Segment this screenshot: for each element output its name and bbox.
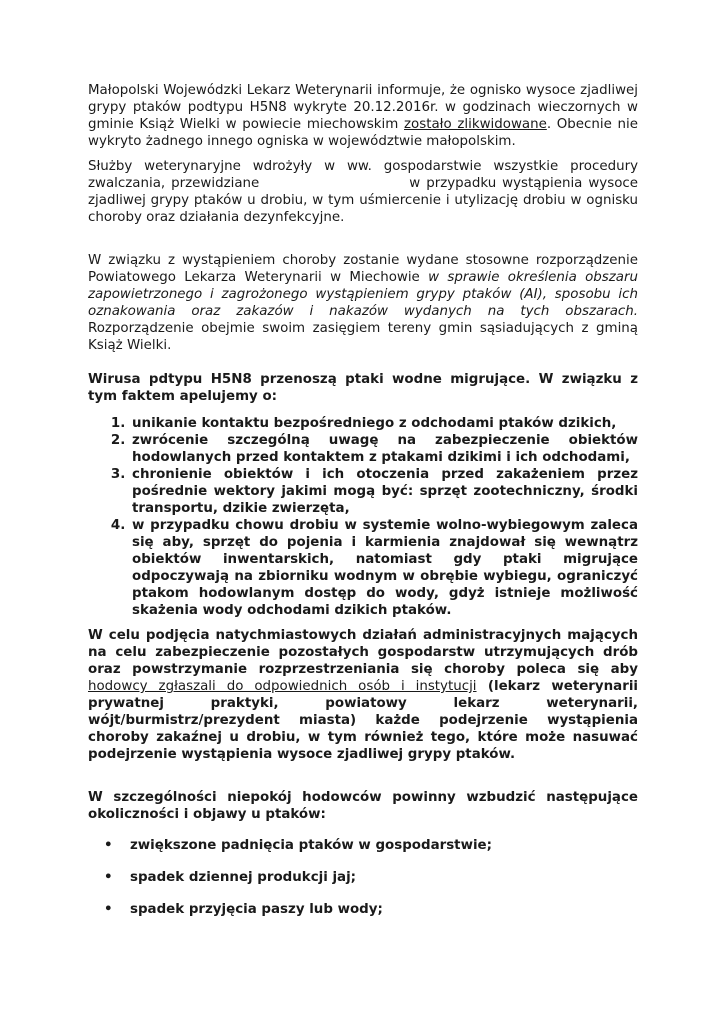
text-segment: Małopolski Wojewódzki Lekarz Weterynarii informuje, że ognisko wysoce zjadliwej grypy ptaków podtypu H5N8 wykryte 20.12.2016r. w godzinach wieczornych w gminie Książ Wielki w powiecie miechowskim: [88, 83, 638, 132]
paragraph-reporting: [88, 627, 638, 763]
paragraph-symptoms-intro: W szczególności niepokój hodowców powinny wzbudzić następujące okoliczności i objawy u ptaków:: [88, 790, 638, 822]
text-segment: W celu podjęcia natychmiastowych działań administracyjnych mających na celu zabezpieczenie pozostałych gospodarstw utrzymujących drób oraz powstrzymanie rozprzestrzeniania się choroby poleca się aby: [88, 628, 638, 677]
text-segment: w przypadku wystąpienia wysoce zjadliwej grypy ptaków u drobiu, w tym uśmiercenie i utylizację drobiu w ognisku choroby oraz działania dezynfekcyjne.: [88, 176, 638, 225]
paragraph-outbreak-info: [88, 82, 638, 150]
appeal-item: 3. chronienie obiektów i ich otoczenia przed zakażeniem przez pośrednie wektory jakimi mogą być: sprzęt zootechniczny, środki transportu, dzikie zwierzęta,: [130, 466, 638, 517]
appeal-list: [88, 415, 638, 619]
symptom-item: • spadek dziennej produkcji jaj;: [88, 869, 638, 886]
document-page: [88, 82, 638, 918]
paragraph-veterinary-procedures: [88, 158, 638, 226]
appeal-item: 1. unikanie kontaktu bezpośredniego z odchodami ptaków dzikich,: [130, 415, 638, 432]
paragraph-regulation: [88, 252, 638, 354]
symptom-item: • spadek przyjęcia paszy lub wody;: [88, 901, 638, 918]
text-segment: W związku z wystąpieniem choroby zostanie wydane stosowne rozporządzenie Powiatowego Lekarza Weterynarii w Miechowie: [88, 253, 638, 285]
link-outbreak-eliminated[interactable]: zostało zlikwidowane: [404, 117, 547, 132]
symptom-item: • zwiększone padnięcia ptaków w gospodarstwie;: [88, 837, 638, 854]
text-segment: Służby weterynaryjne wdrożyły w ww. gospodarstwie wszystkie procedury zwalczania, przewidziane: [88, 159, 638, 191]
text-segment: . Obecnie nie wykryto żadnego innego ogniska w województwie małopolskim.: [88, 117, 638, 149]
appeal-item: 2. zwrócenie szczególną uwagę na zabezpieczenie obiektów hodowlanych przed kontaktem z ptakami dzikimi i ich odchodami,: [130, 432, 638, 466]
text-segment: (lekarz weterynarii prywatnej praktyki, powiatowy lekarz weterynarii, wójt/burmistrz/prezydent miasta) każde podejrzenie wystąpienia choroby zakaźnej u drobiu, w tym również tego, które może nasuwać podejrzenie wystąpienia wysoce zjadliwej grypy ptaków.: [88, 679, 638, 762]
appeal-item: 4. w przypadku chowu drobiu w systemie wolno-wybiegowym zaleca się aby, sprzęt do pojenia i karmienia znajdował się wewnątrz obiektów inwentarskich, natomiast gdy ptaki migrujące odpoczywają na zbiorniku wodnym w obrębie wybiegu, ograniczyć ptakom hodowlanym dostęp do wody, gdyż istnieje możliwość skażenia wody odchodami dzikich ptaków.: [130, 517, 638, 619]
text-segment: Rozporządzenie obejmie swoim zasięgiem tereny gmin sąsiadujących z gminą Książ Wielki.: [88, 321, 638, 353]
link-report-to-institutions[interactable]: hodowcy zgłaszali do odpowiednich osób i instytucji: [88, 679, 477, 694]
regulation-title: w sprawie określenia obszaru zapowietrzonego i zagrożonego wystąpieniem grypy ptaków (AI), sposobu ich oznakowania oraz zakazów i nakazów wydanych na tych obszarach.: [88, 270, 638, 319]
paragraph-appeal-intro: Wirusa pdtypu H5N8 przenoszą ptaki wodne migrujące. W związku z tym faktem apelujemy o:: [88, 372, 638, 404]
symptoms-list: [88, 837, 638, 918]
